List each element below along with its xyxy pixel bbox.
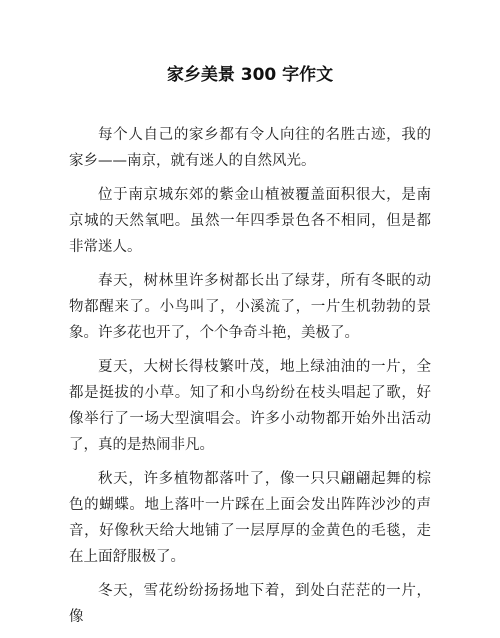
paragraph-6: 冬天，雪花纷纷扬扬地下着，到处白茫茫的一片，像 [69,583,431,625]
paragraph-3: 春天，树林里许多树都长出了绿芽，所有冬眠的动物都醒来了。小鸟叫了，小溪流了，一片生机勃勃的景象。许多花也开了，个个争奇斗艳，美极了。 [69,273,431,341]
document-title: 家乡美景 300 字作文 [166,65,334,85]
paragraph-2: 位于南京城东郊的紫金山植被覆盖面积很大，是南京城的天然氧吧。虽然一年四季景色各不相同，但是都非常迷人。 [69,187,431,255]
paragraph-4: 夏天，大树长得枝繁叶茂，地上绿油油的一片，全都是挺拔的小草。知了和小鸟纷纷在枝头唱起了歌，好像举行了一场大型演唱会。许多小动物都开始外出活动了，真的是热闹非凡。 [69,359,431,453]
document-body [69,122,431,638]
paragraph-5: 秋天，许多植物都落叶了，像一只只翩翩起舞的棕色的蝴蝶。地上落叶一片踩在上面会发出阵阵沙沙的声音，好像秋天给大地铺了一层厚厚的金黄色的毛毯，走在上面舒服极了。 [69,471,431,565]
paragraph-1: 每个人自己的家乡都有令人向往的名胜古迹，我的家乡——南京，就有迷人的自然风光。 [69,127,431,169]
